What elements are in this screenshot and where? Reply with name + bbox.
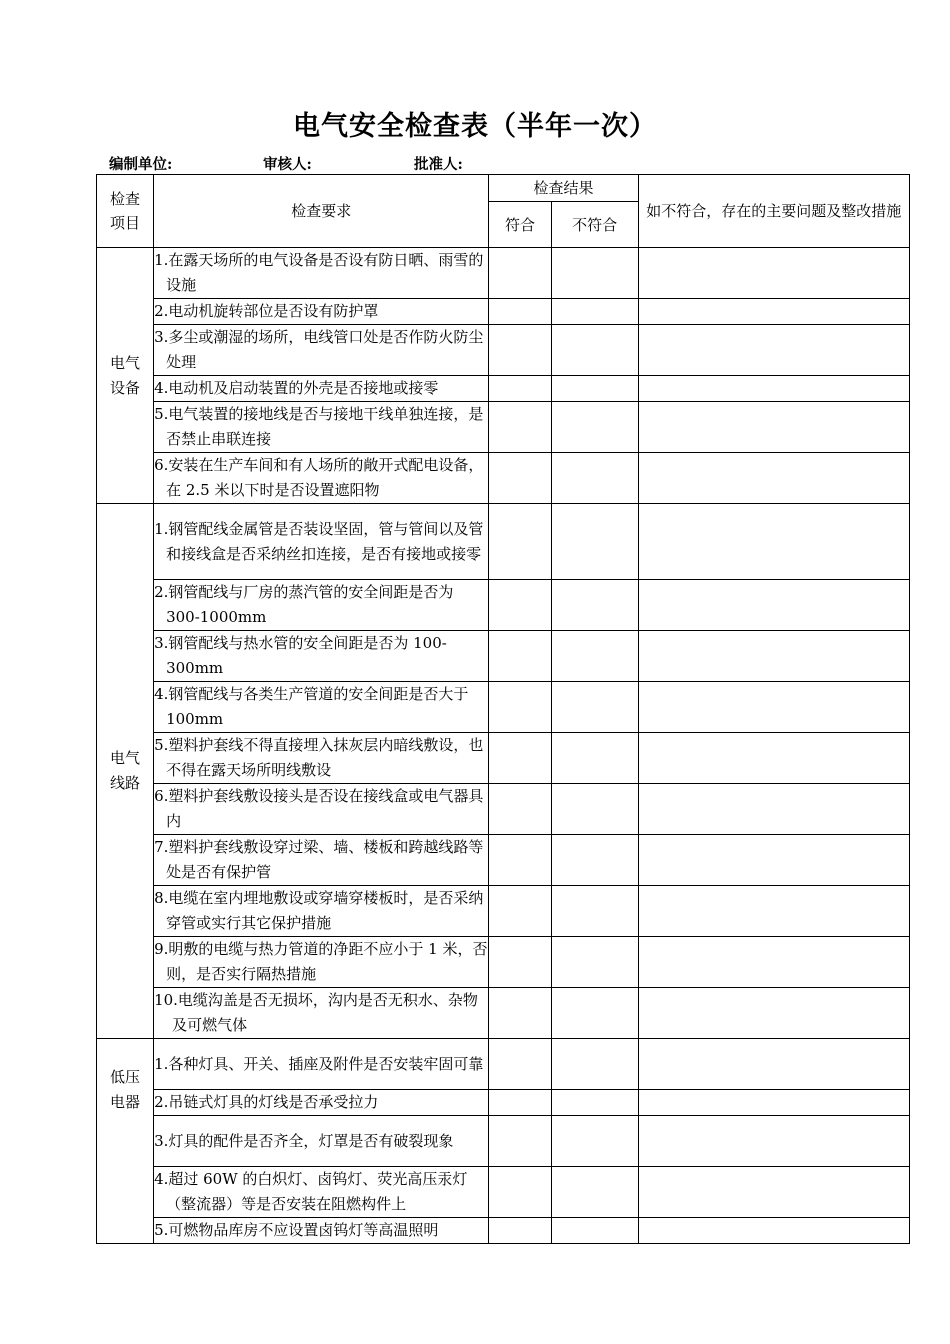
table-row: [97, 1116, 910, 1167]
fail-cell[interactable]: [551, 325, 638, 376]
requirement-cell: 6.安装在生产车间和有人场所的敞开式配电设备，在 2.5 米以下时是否设置遮阳物: [154, 453, 489, 504]
section-name: 电气线路: [97, 504, 154, 1039]
pass-cell[interactable]: [489, 299, 551, 325]
remarks-cell[interactable]: [638, 504, 909, 580]
fail-cell[interactable]: [551, 835, 638, 886]
unit-label: 编制单位:: [109, 156, 173, 173]
table-row: [97, 299, 910, 325]
requirement-cell: 3.灯具的配件是否齐全，灯罩是否有破裂现象: [154, 1116, 489, 1167]
pass-cell[interactable]: [489, 682, 551, 733]
requirement-cell: 5.电气装置的接地线是否与接地干线单独连接，是否禁止串联连接: [154, 402, 489, 453]
reviewer-label: 审核人:: [263, 156, 312, 173]
fail-cell[interactable]: [551, 402, 638, 453]
remarks-cell[interactable]: [638, 1090, 909, 1116]
requirement-cell: 4.超过 60W 的白炽灯、卤钨灯、荧光高压汞灯（整流器）等是否安装在阻燃构件上: [154, 1167, 489, 1218]
fail-cell[interactable]: [551, 733, 638, 784]
header-pass: 符合: [489, 202, 551, 248]
remarks-cell[interactable]: [638, 988, 909, 1039]
remarks-cell[interactable]: [638, 1218, 909, 1244]
pass-cell[interactable]: [489, 248, 551, 299]
page-title: 电气安全检查表（半年一次）: [293, 111, 657, 142]
fail-cell[interactable]: [551, 1039, 638, 1090]
table-row: [97, 631, 910, 682]
table-row: [97, 248, 910, 299]
approver-label: 批准人:: [414, 156, 463, 173]
remarks-cell[interactable]: [638, 580, 909, 631]
inspection-table: [96, 174, 910, 1244]
table-row: [97, 733, 910, 784]
pass-cell[interactable]: [489, 1090, 551, 1116]
fail-cell[interactable]: [551, 1090, 638, 1116]
remarks-cell[interactable]: [638, 299, 909, 325]
table-row: [97, 682, 910, 733]
requirement-cell: 5.塑料护套线不得直接埋入抹灰层内暗线敷设，也不得在露天场所明线敷设: [154, 733, 489, 784]
pass-cell[interactable]: [489, 835, 551, 886]
section-name: 电气设备: [97, 248, 154, 504]
fail-cell[interactable]: [551, 453, 638, 504]
table-row: [97, 1218, 910, 1244]
fail-cell[interactable]: [551, 376, 638, 402]
header-result: 检查结果: [489, 175, 638, 202]
table-row: [97, 1090, 910, 1116]
table-row: [97, 453, 910, 504]
fail-cell[interactable]: [551, 1116, 638, 1167]
fail-cell[interactable]: [551, 937, 638, 988]
requirement-cell: 1.钢管配线金属管是否装设坚固，管与管间以及管和接线盒是否采纳丝扣连接，是否有接地或接零: [154, 504, 489, 580]
remarks-cell[interactable]: [638, 733, 909, 784]
fail-cell[interactable]: [551, 299, 638, 325]
remarks-cell[interactable]: [638, 1039, 909, 1090]
pass-cell[interactable]: [489, 988, 551, 1039]
table-row: [97, 937, 910, 988]
requirement-cell: 3.钢管配线与热水管的安全间距是否为 100-300mm: [154, 631, 489, 682]
header-item: 检查项目: [97, 175, 154, 248]
table-row: [97, 886, 910, 937]
requirement-cell: 2.电动机旋转部位是否设有防护罩: [154, 299, 489, 325]
fail-cell[interactable]: [551, 631, 638, 682]
pass-cell[interactable]: [489, 402, 551, 453]
pass-cell[interactable]: [489, 376, 551, 402]
fail-cell[interactable]: [551, 248, 638, 299]
remarks-cell[interactable]: [638, 886, 909, 937]
requirement-cell: 8.电缆在室内埋地敷设或穿墙穿楼板时，是否采纳穿管或实行其它保护措施: [154, 886, 489, 937]
remarks-cell[interactable]: [638, 835, 909, 886]
table-row: [97, 988, 910, 1039]
remarks-cell[interactable]: [638, 937, 909, 988]
table-row: [97, 504, 910, 580]
requirement-cell: 10.电缆沟盖是否无损坏，沟内是否无积水、杂物及可燃气体: [154, 988, 489, 1039]
remarks-cell[interactable]: [638, 453, 909, 504]
table-row: [97, 835, 910, 886]
remarks-cell[interactable]: [638, 1116, 909, 1167]
remarks-cell[interactable]: [638, 784, 909, 835]
fail-cell[interactable]: [551, 580, 638, 631]
remarks-cell[interactable]: [638, 631, 909, 682]
remarks-cell[interactable]: [638, 402, 909, 453]
table-row: [97, 402, 910, 453]
pass-cell[interactable]: [489, 580, 551, 631]
fail-cell[interactable]: [551, 1218, 638, 1244]
pass-cell[interactable]: [489, 937, 551, 988]
remarks-cell[interactable]: [638, 248, 909, 299]
requirement-cell: 2.钢管配线与厂房的蒸汽管的安全间距是否为 300-1000mm: [154, 580, 489, 631]
requirement-cell: 3.多尘或潮湿的场所，电线管口处是否作防火防尘处理: [154, 325, 489, 376]
pass-cell[interactable]: [489, 631, 551, 682]
requirement-cell: 4.钢管配线与各类生产管道的安全间距是否大于 100mm: [154, 682, 489, 733]
remarks-cell[interactable]: [638, 682, 909, 733]
pass-cell[interactable]: [489, 453, 551, 504]
pass-cell[interactable]: [489, 784, 551, 835]
requirement-cell: 1.在露天场所的电气设备是否设有防日晒、雨雪的设施: [154, 248, 489, 299]
table-row: [97, 1167, 910, 1218]
fail-cell[interactable]: [551, 784, 638, 835]
fail-cell[interactable]: [551, 1167, 638, 1218]
table-row: [97, 376, 910, 402]
requirement-cell: 1.各种灯具、开关、插座及附件是否安装牢固可靠: [154, 1039, 489, 1090]
remarks-cell[interactable]: [638, 325, 909, 376]
pass-cell[interactable]: [489, 1116, 551, 1167]
requirement-cell: 9.明敷的电缆与热力管道的净距不应小于 1 米，否则，是否实行隔热措施: [154, 937, 489, 988]
remarks-cell[interactable]: [638, 1167, 909, 1218]
requirement-cell: 2.吊链式灯具的灯线是否承受拉力: [154, 1090, 489, 1116]
fail-cell[interactable]: [551, 988, 638, 1039]
requirement-cell: 4.电动机及启动装置的外壳是否接地或接零: [154, 376, 489, 402]
header-remarks: 如不符合，存在的主要问题及整改措施: [638, 175, 909, 248]
section-name: 低压电器: [97, 1039, 154, 1244]
requirement-cell: 5.可燃物品库房不应设置卤钨灯等高温照明: [154, 1218, 489, 1244]
pass-cell[interactable]: [489, 1039, 551, 1090]
requirement-cell: 6.塑料护套线敷设接头是否设在接线盒或电气器具内: [154, 784, 489, 835]
header-fail: 不符合: [551, 202, 638, 248]
table-row: [97, 580, 910, 631]
pass-cell[interactable]: [489, 504, 551, 580]
requirement-cell: 7.塑料护套线敷设穿过梁、墙、楼板和跨越线路等处是否有保护管: [154, 835, 489, 886]
header-requirement: 检查要求: [154, 175, 489, 248]
fail-cell[interactable]: [551, 682, 638, 733]
pass-cell[interactable]: [489, 1167, 551, 1218]
table-row: [97, 325, 910, 376]
pass-cell[interactable]: [489, 886, 551, 937]
table-row: [97, 784, 910, 835]
pass-cell[interactable]: [489, 325, 551, 376]
pass-cell[interactable]: [489, 733, 551, 784]
pass-cell[interactable]: [489, 1218, 551, 1244]
fail-cell[interactable]: [551, 886, 638, 937]
fail-cell[interactable]: [551, 504, 638, 580]
table-row: [97, 1039, 910, 1090]
remarks-cell[interactable]: [638, 376, 909, 402]
